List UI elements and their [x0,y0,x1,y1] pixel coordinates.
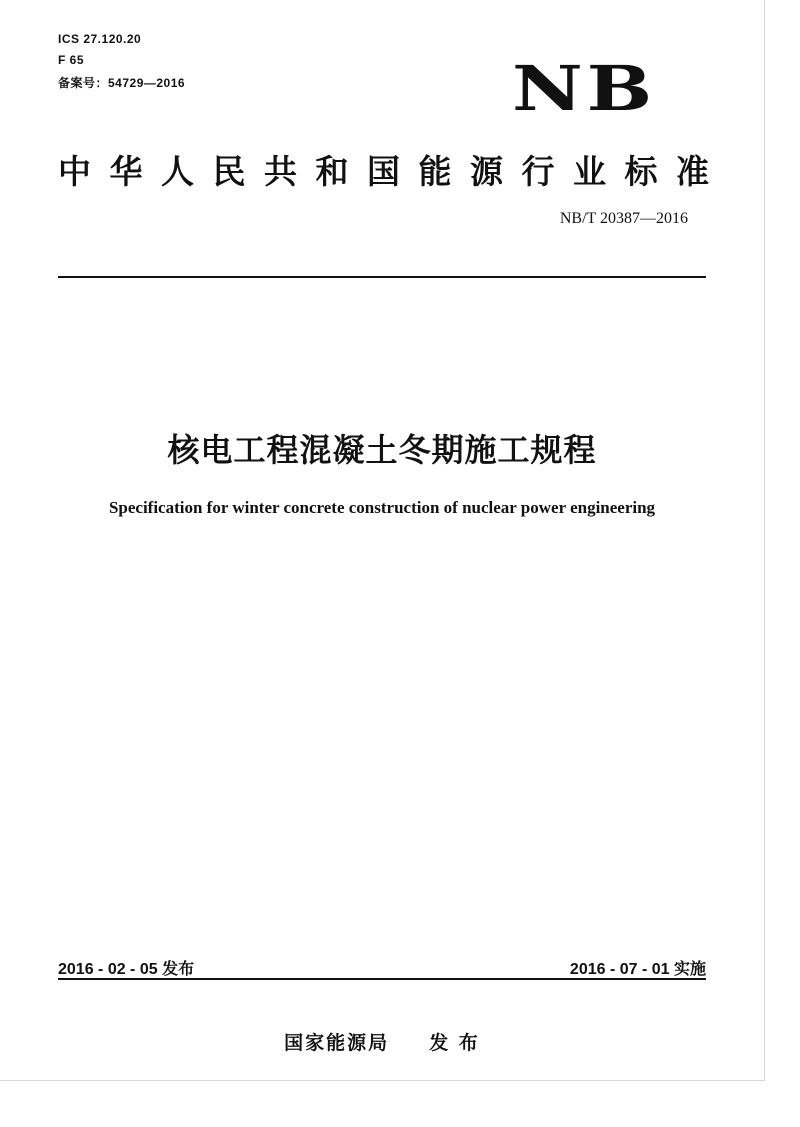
issue-date: 2016 - 02 - 05 发布 [58,961,195,978]
standard-number: NB/T 20387—2016 [559,210,688,227]
bottom-divider [58,978,706,980]
record-number: 备案号：54729—2016 [58,76,186,90]
nb-logo: NB [512,52,656,125]
title-english: Specification for winter concrete construction of nuclear power engineering [108,498,656,517]
top-divider [58,276,706,278]
issuer-action: 发 布 [429,1032,480,1054]
issuer-org: 国家能源局 [284,1032,390,1054]
ccs-code: F 65 [58,53,85,67]
org-title: 中华人民共和国能源行业标准 [58,152,728,191]
effective-date: 2016 - 07 - 01 实施 [569,961,706,978]
issuer-line [58,1028,706,1055]
title-chinese: 核电工程混凝土冬期施工规程 [167,431,597,469]
ics-code: ICS 27.120.20 [58,32,142,46]
